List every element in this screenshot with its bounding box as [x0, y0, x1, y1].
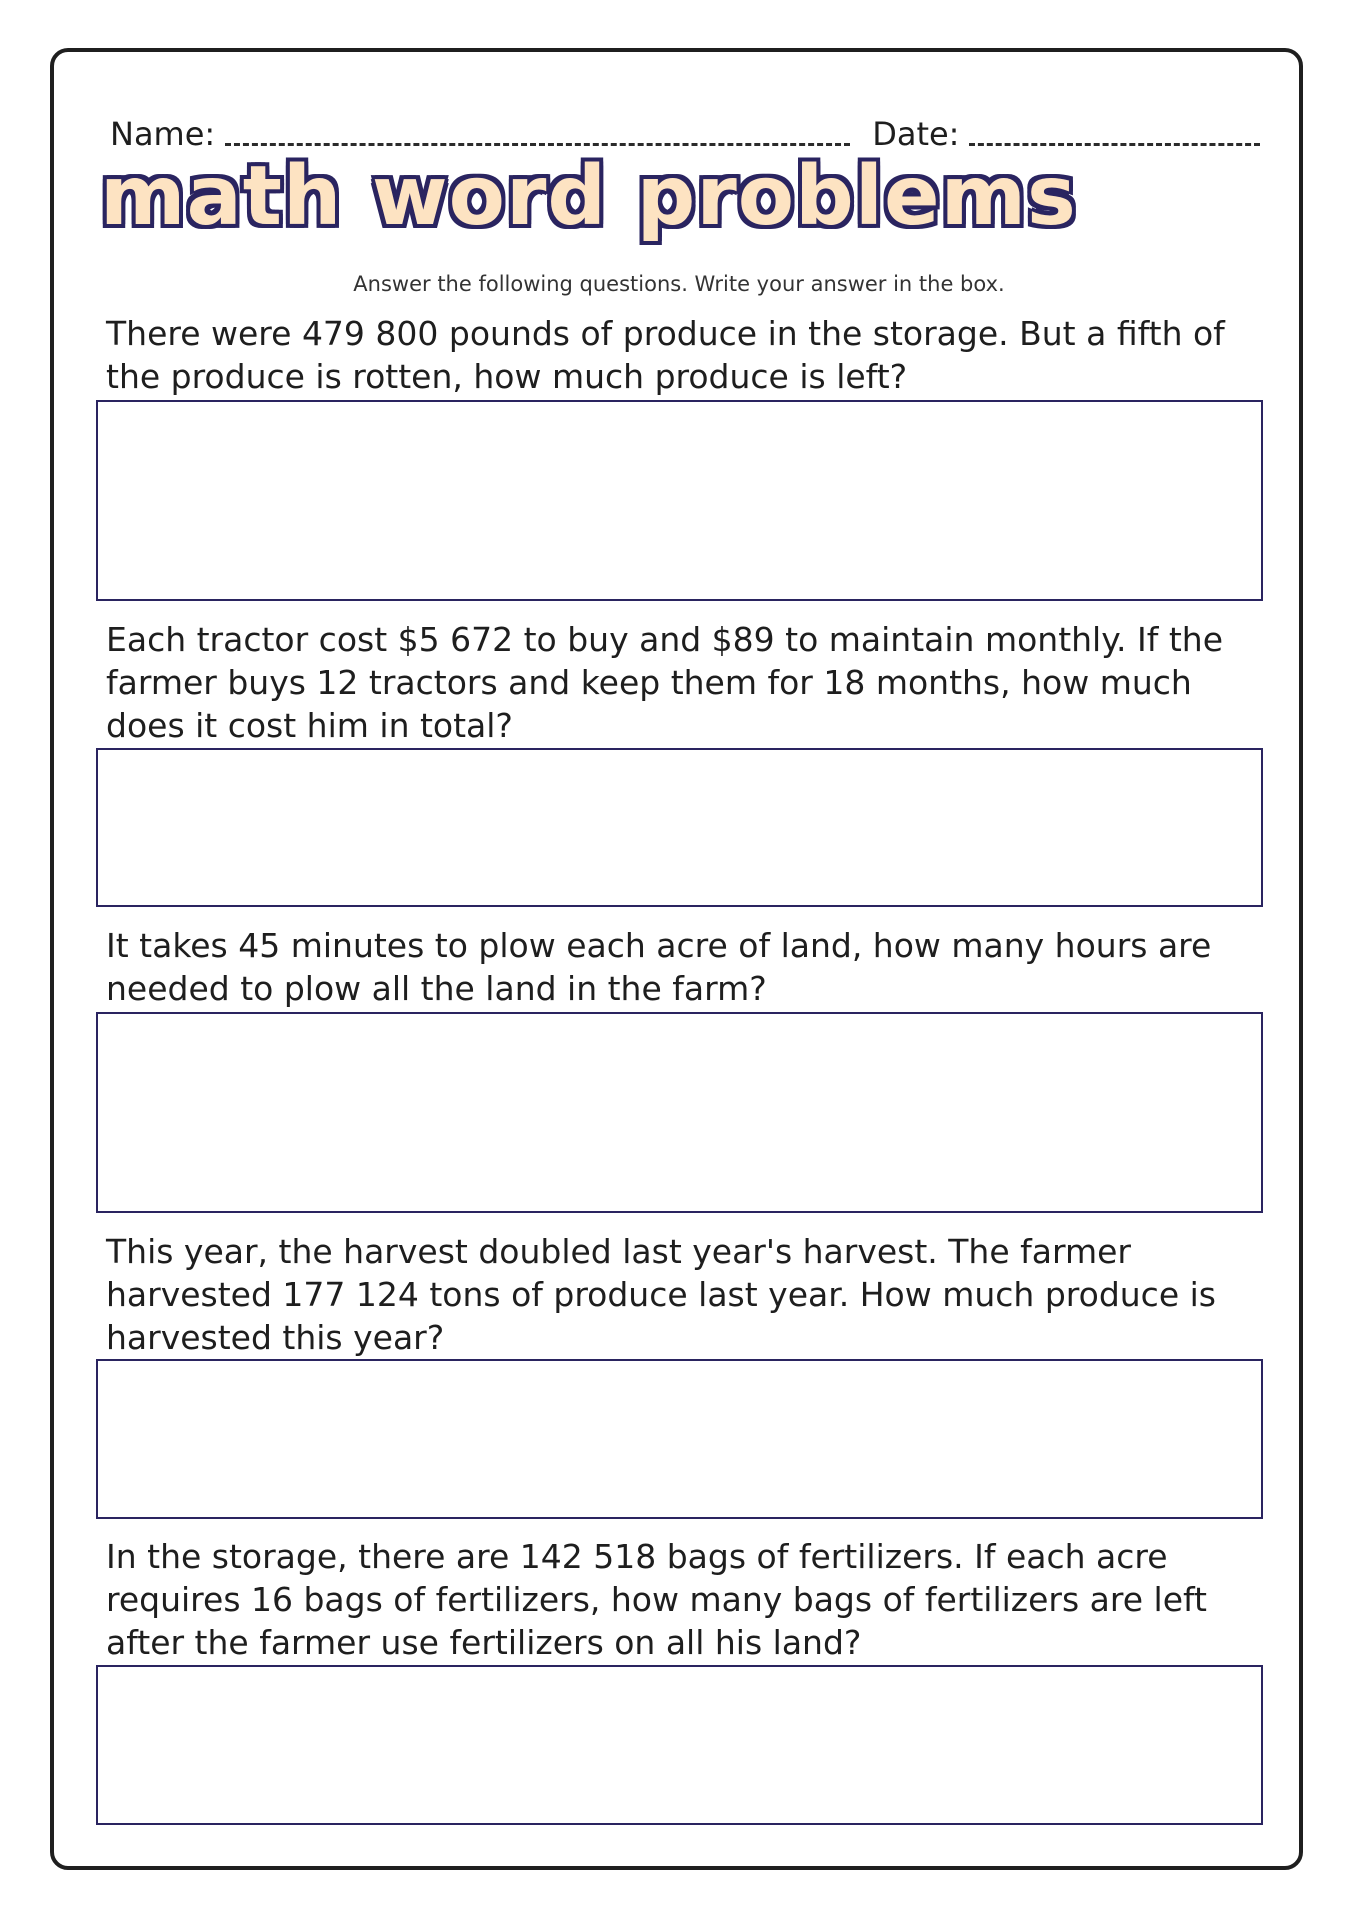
- answer-box-4[interactable]: [96, 1359, 1263, 1519]
- date-field[interactable]: [969, 143, 1260, 146]
- date-label: Date:: [872, 115, 960, 153]
- question-3: It takes 45 minutes to plow each acre of land, how many hours are needed to plow all the land in the farm?: [106, 926, 1212, 1008]
- question-2: Each tractor cost $5 672 to buy and $89 to maintain monthly. If the farmer buys 12 tractors and keep them for 18 months, how much does it cost him in total?: [106, 620, 1224, 745]
- answer-box-3[interactable]: [96, 1012, 1263, 1213]
- instructions: Answer the following questions. Write your answer in the box.: [353, 272, 1005, 296]
- answer-box-5[interactable]: [96, 1665, 1263, 1825]
- answer-box-2[interactable]: [96, 748, 1263, 907]
- answer-box-1[interactable]: [96, 400, 1263, 601]
- header-row: [110, 104, 1260, 153]
- name-field[interactable]: [225, 143, 850, 146]
- page-title: math word problems: [100, 149, 1077, 244]
- question-4: This year, the harvest doubled last year's harvest. The farmer harvested 177 124 tons of produce last year. How much produce is harvested this year?: [106, 1232, 1216, 1357]
- name-label: Name:: [110, 115, 216, 153]
- question-1: There were 479 800 pounds of produce in the storage. But a fifth of the produce is rotten, how much produce is left?: [106, 314, 1225, 396]
- question-5: In the storage, there are 142 518 bags of fertilizers. If each acre requires 16 bags of fertilizers, how many bags of fertilizers are left after the farmer use fertilizers on all his land?: [106, 1537, 1207, 1662]
